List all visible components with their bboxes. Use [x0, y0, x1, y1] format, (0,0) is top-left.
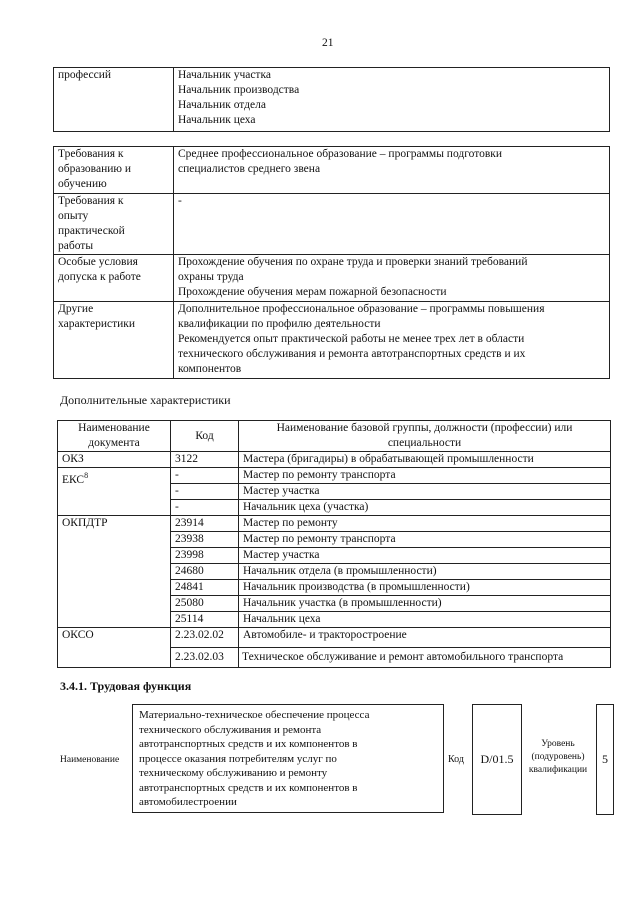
name-text: Мастер по ремонту [243, 517, 338, 529]
value-line: Рекомендуется опыт практической работы не менее трех лет в области [178, 333, 525, 345]
name-cell [239, 612, 611, 628]
doc-text: ЕКС [62, 473, 85, 486]
label-line: Особые условия [58, 256, 138, 268]
name-cell [239, 580, 611, 596]
requirement-value [174, 194, 610, 255]
label-line: допуска к работе [58, 271, 141, 283]
name-cell [239, 548, 611, 564]
name-line: техническому обслуживанию и ремонту [139, 767, 328, 779]
code-text: - [175, 501, 179, 513]
table-row [58, 452, 611, 468]
level-value: 5 [602, 752, 608, 766]
label-line: обучению [58, 178, 107, 190]
label-line: Другие [58, 303, 94, 315]
section-title: 3.4.1. Трудовая функция [60, 679, 192, 693]
level-label-line: Уровень [541, 739, 575, 749]
name-cell [239, 468, 611, 484]
code-text: 2.23.02.03 [175, 651, 224, 663]
labor-function-name-box [132, 704, 444, 813]
code-value: D/01.5 [480, 752, 514, 766]
value-line: Среднее профессиональное образование – программы подготовки [178, 148, 503, 160]
value-line: технического обслуживания и ремонта автотранспортных средств и их [178, 348, 526, 360]
code-text: 24841 [175, 581, 204, 593]
requirement-value [174, 255, 610, 302]
code-text: 2.23.02.02 [175, 629, 224, 641]
table-row [58, 516, 611, 532]
value-line: Дополнительное профессиональное образование – программы повышения [178, 303, 545, 315]
label-line: работы [58, 240, 94, 252]
code-text: - [175, 485, 179, 497]
profession-item: Начальник отдела [178, 99, 266, 111]
value-line: - [178, 195, 182, 207]
doc-cell [58, 516, 171, 628]
code-label: Код [448, 754, 464, 765]
code-cell [171, 500, 239, 516]
name-cell [239, 500, 611, 516]
value-line: охраны труда [178, 271, 244, 283]
requirement-row [54, 194, 610, 255]
name-cell [239, 628, 611, 648]
table-row [58, 628, 611, 648]
requirement-label [54, 147, 174, 194]
name-text: Начальник участка (в промышленности) [243, 597, 442, 609]
requirement-row [54, 147, 610, 194]
doc-cell [58, 452, 171, 468]
header-row [58, 421, 611, 452]
code-cell [171, 468, 239, 484]
value-line: компонентов [178, 363, 242, 375]
name-text: Мастер участка [243, 549, 320, 561]
name-line: Материально-техническое обеспечение процесса [139, 709, 370, 721]
doc-cell [58, 468, 171, 516]
professions-label [54, 68, 174, 132]
requirement-row [54, 255, 610, 302]
header-name [239, 421, 611, 452]
doc-cell [58, 628, 171, 668]
code-cell [171, 612, 239, 628]
name-text: Начальник цеха (участка) [243, 501, 369, 513]
name-label: Наименование [60, 755, 120, 765]
code-cell [171, 596, 239, 612]
name-text: Автомобиле- и тракторостроение [243, 629, 407, 641]
level-label-line: (подуровень) [531, 752, 585, 762]
label-line: характеристики [58, 318, 136, 330]
requirement-value [174, 147, 610, 194]
code-text: 24680 [175, 565, 204, 577]
name-cell [239, 484, 611, 500]
profession-item: Начальник цеха [178, 114, 256, 126]
code-cell [171, 548, 239, 564]
requirement-label [54, 302, 174, 379]
value-line: специалистов среднего звена [178, 163, 321, 175]
code-text: 25080 [175, 597, 204, 609]
level-value-box [596, 704, 614, 815]
code-text: - [175, 469, 179, 481]
name-text: Мастера (бригадиры) в обрабатывающей промышленности [243, 453, 534, 465]
page-number: 21 [322, 37, 334, 49]
label-line: Требования к [58, 148, 124, 160]
code-cell [171, 648, 239, 668]
requirement-row [54, 302, 610, 379]
name-line: автотранспортных средств и их компонентов в [139, 781, 358, 794]
additional-table [57, 420, 611, 668]
value-line: Прохождение обучения мерам пожарной безопасности [178, 286, 447, 298]
code-cell [171, 516, 239, 532]
profession-item: Начальник производства [178, 84, 300, 96]
name-cell [239, 564, 611, 580]
name-line: автотранспортных средств и их компонентов в [139, 738, 358, 750]
code-text: 3122 [175, 453, 198, 465]
doc-text: ОКЗ [62, 453, 84, 465]
value-line: квалификации по профилю деятельности [178, 318, 381, 330]
name-text: Техническое обслуживание и ремонт автомобильного транспорта [242, 651, 564, 663]
professions-table [53, 67, 610, 132]
name-text: Мастер участка [243, 485, 320, 497]
name-text: Начальник цеха [243, 613, 321, 625]
requirement-label [54, 194, 174, 255]
code-value-box [472, 704, 522, 815]
code-text: 23914 [175, 517, 204, 529]
code-cell [171, 452, 239, 468]
header-line: Наименование [78, 422, 150, 434]
additional-title: Дополнительные характеристики [60, 393, 231, 407]
name-cell [239, 648, 611, 668]
name-line: технического обслуживания и ремонта [139, 723, 322, 736]
professions-values [174, 68, 610, 132]
name-text: Начальник производства (в промышленности) [243, 581, 470, 593]
name-line: процессе оказания потребителям услуг по [139, 752, 337, 765]
professions-label-text: профессий [58, 69, 112, 81]
profession-item: Начальник участка [178, 69, 271, 81]
requirement-label [54, 255, 174, 302]
requirement-value [174, 302, 610, 379]
code-cell [171, 628, 239, 648]
level-label-line: квалификации [528, 765, 588, 775]
label-line: опыту [58, 210, 89, 222]
name-line: автомобилестроении [139, 796, 237, 808]
name-cell [239, 516, 611, 532]
code-cell [171, 580, 239, 596]
name-text: Мастер по ремонту транспорта [243, 469, 396, 481]
name-cell [239, 532, 611, 548]
code-cell [171, 532, 239, 548]
header-code [171, 421, 239, 452]
footnote-marker: 8 [84, 471, 89, 480]
header-line: документа [88, 437, 140, 449]
requirements-table [53, 146, 610, 379]
label-line: практической [58, 225, 125, 237]
level-label [523, 738, 593, 777]
code-text: 25114 [175, 613, 204, 625]
doc-text: ОКПДТР [62, 517, 108, 529]
header-doc [58, 421, 171, 452]
code-text: 23998 [175, 549, 204, 561]
value-line: Прохождение обучения по охране труда и проверки знаний требований [178, 256, 528, 268]
name-cell [239, 596, 611, 612]
header-line: Наименование базовой группы, должности (профессии) или [276, 422, 573, 434]
name-cell [239, 452, 611, 468]
name-text: Начальник отдела (в промышленности) [243, 565, 437, 577]
doc-text: ОКСО [62, 629, 94, 641]
code-cell [171, 564, 239, 580]
label-line: Требования к [58, 195, 124, 207]
header-line: специальности [387, 437, 462, 449]
table-row [58, 468, 611, 484]
code-cell [171, 484, 239, 500]
code-text: 23938 [175, 533, 204, 545]
header-code-text: Код [195, 429, 214, 442]
label-line: образованию и [58, 163, 131, 175]
name-text: Мастер по ремонту транспорта [243, 533, 396, 545]
